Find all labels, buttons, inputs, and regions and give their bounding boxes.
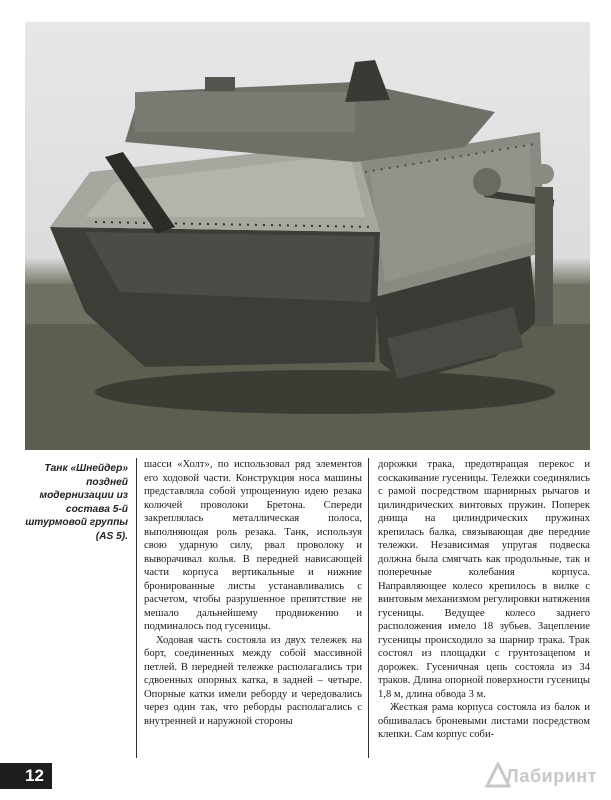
column-rule-right <box>368 458 369 758</box>
paragraph: Жесткая рама корпуса состояла из балок и обшивалась броневыми листами посредством клепки. Сам корпус соби- <box>378 702 590 740</box>
tank-illustration <box>25 22 590 450</box>
page-number: 12 <box>0 763 52 789</box>
paragraph: шасси «Холт», по использовал ряд элементов его ходовой части. Конструкция носа машины представляла собой упрощенную идею резака колючей проволоки Бретона. Спереди закреплялась металлическая полоса, выполняющая роль резака. Танк, используя свою ударную силу, рвал проволоку и выворачивал колья. В передней нависающей части корпуса вертикальные и нижние бронированные листы устанавливались с расчетом, чтобы разрушенное препятствие не мешало дальнейшему продвижению и подминалось под гусеницы. <box>144 459 362 632</box>
column-rule-left <box>136 458 137 758</box>
paragraph: дорожки трака, предотвращая перекос и соскакивание гусеницы. Тележки соединялись с рамой посредством шарнирных рычагов и цилиндрических винтовых пружин. Поперек днища на цилиндрических пружинах крепилась балка, связывающая две передние тележки. Независимая упругая подвеска должна была смягчать как продольные, так и поперечные колебания корпуса. Направляющее колесо крепилось в вилке с винтовым механизмом регулировки натяжения гусеницы. Ведущее колесо заднего расположения имело 18 зубьев. Зацепление гусеницы происходило за шарнир трака. Трак состоял из площадки с грунтозацепом и дорожек. Гусеничная цепь состояла из 34 траков. Длина опорной поверхности гусеницы 1,8 м, длина обвода 3 м. <box>378 459 590 700</box>
text-column-2 <box>378 458 590 758</box>
photo-caption: Танк «Шнейдер» поздней модернизации из состава 5-й штурмовой группы (AS 5). <box>25 463 128 542</box>
text-column-1 <box>144 458 362 758</box>
tank-photo <box>25 22 590 450</box>
watermark: Лабиринт <box>505 766 597 786</box>
paragraph: Ходовая часть состояла из двух тележек на борт, соединенных между собой массивной петлей. В передней тележке располагались три сдвоенных опорных катка, в задней – четыре. Опорные катки имели реборду и чередовались через один так, что реборды располагались с внутренней и наружной стороны <box>144 634 362 727</box>
